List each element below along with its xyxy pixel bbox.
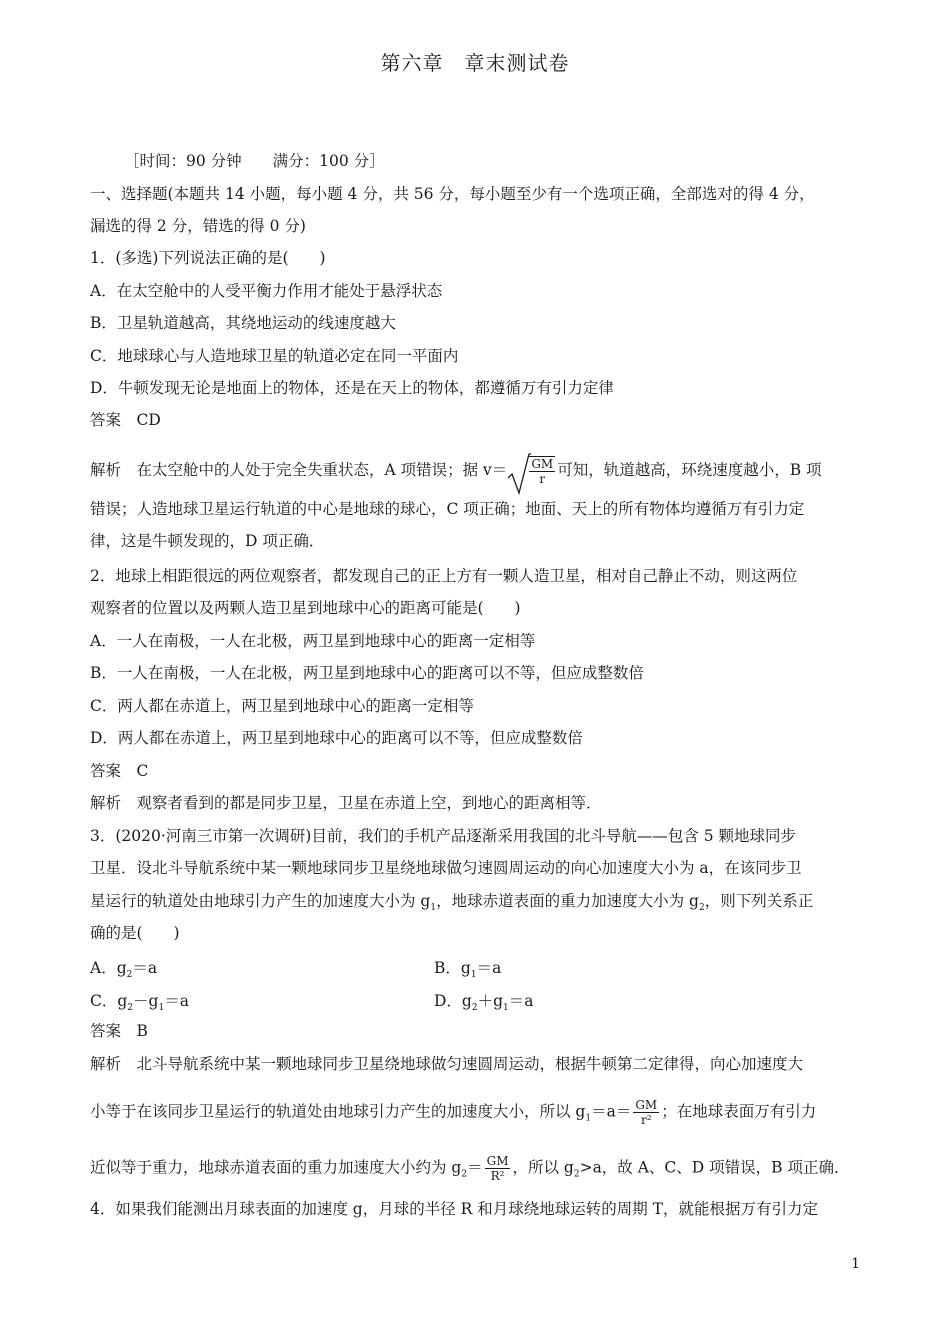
page-title: 第六章 章末测试卷 — [380, 51, 570, 75]
q3-option-d — [434, 991, 534, 1018]
subscript: 1 — [585, 1113, 592, 1124]
fraction-numerator: GM — [531, 457, 554, 471]
q2-stem-line1: 2．地球上相距很远的两位观察者，都发现自己的正上方有一颗人造卫星，相对自己静止不动，则这两位 — [90, 567, 798, 585]
q3-option-a — [90, 958, 157, 985]
q1-expl-post: 可知，轨道越高，环绕速度越小，B 项 — [557, 461, 822, 479]
q1-expl-pre: 解析 在太空舱中的人处于完全失重状态，A 项错误；据 v＝ — [90, 461, 508, 479]
q3-d-mid: ＋g — [477, 992, 504, 1010]
subscript: 1 — [430, 903, 437, 913]
q3-stem-line3 — [90, 891, 862, 918]
q3-expl3-pre: 近似等于重力，地球赤道表面的重力加速度大小约为 g — [90, 1158, 462, 1177]
q3-c-mid: －g — [133, 992, 159, 1010]
q2-stem-line2: 观察者的位置以及两颗人造卫星到地球中心的距离可能是( ) — [90, 599, 521, 617]
q3-stem-line2: 卫星．设北斗导航系统中某一颗地球同步卫星绕地球做匀速圆周运动的向心加速度大小为 a，在该同步卫 — [90, 859, 802, 877]
q3-stem3-part-b: ，地球赤道表面的重力加速度大小为 g — [436, 892, 699, 910]
q4-stem-line1: 4．如果我们能测出月球表面的加速度 g，月球的半径 R 和月球绕地球运转的周期 T，就能根据万有引力定 — [90, 1200, 819, 1218]
q1-option-c: C．地球球心与人造地球卫星的轨道必定在同一平面内 — [90, 347, 459, 365]
q3-expl3-mid: ＝ — [467, 1158, 483, 1177]
subscript: 2 — [698, 903, 705, 913]
q1-option-b: B．卫星轨道越高，其绕地运动的线速度越大 — [90, 314, 396, 332]
subscript: 1 — [470, 970, 477, 980]
subscript: 2 — [471, 1003, 478, 1013]
q2-option-a: A．一人在南极，一人在北极，两卫星到地球中心的距离一定相等 — [90, 632, 536, 650]
q3-answer: 答案 B — [90, 1022, 148, 1040]
subscript: 2 — [461, 1169, 468, 1180]
q3-d-post: ＝a — [508, 992, 534, 1010]
fraction-denominator: r² — [641, 1113, 652, 1127]
fraction-denominator: R² — [490, 1169, 505, 1183]
q1-stem: 1．(多选)下列说法正确的是( ) — [90, 249, 326, 267]
q3-option-b — [434, 958, 501, 985]
fraction-gm-over-r2 — [633, 1098, 659, 1127]
fraction-denominator: r — [539, 472, 546, 486]
q3-explanation-line3 — [90, 1154, 862, 1185]
q3-a-pre: A．g — [90, 959, 127, 977]
q3-c-pre: C．g — [90, 992, 128, 1010]
subscript: 2 — [126, 970, 133, 980]
fraction-numerator: GM — [486, 1154, 509, 1168]
q3-expl2-pre: 小等于在该同步卫星运行的轨道处由地球引力产生的加速度大小，所以 g — [90, 1102, 586, 1121]
q3-stem-line1: 3．(2020·河南三市第一次调研)目前，我们的手机产品逐渐采用我国的北斗导航——包含 5 颗地球同步 — [90, 827, 797, 845]
q2-option-d: D．两人都在赤道上，两卫星到地球中心的距离可以不等，但应成整数倍 — [90, 729, 583, 747]
fraction-gm-over-R2 — [485, 1154, 511, 1183]
subscript: 1 — [158, 1003, 165, 1013]
section-instructions-line2: 漏选的得 2 分，错选的得 0 分) — [90, 217, 306, 235]
q3-option-c — [90, 991, 189, 1018]
q3-expl2-post: ；在地球表面万有引力 — [661, 1102, 817, 1121]
q2-option-c: C．两人都在赤道上，两卫星到地球中心的距离一定相等 — [90, 697, 474, 715]
q2-answer: 答案 C — [90, 762, 149, 780]
q1-option-a: A．在太空舱中的人受平衡力作用才能处于悬浮状态 — [90, 282, 443, 300]
sqrt-formula — [507, 456, 557, 486]
q1-explanation-line1 — [90, 456, 862, 486]
q3-d-pre: D．g — [434, 992, 472, 1010]
q3-stem3-part-a: 星运行的轨道处由地球引力产生的加速度大小为 g — [90, 892, 431, 910]
q3-a-post: ＝a — [132, 959, 158, 977]
subscript: 1 — [503, 1003, 509, 1013]
q3-explanation-line1: 解析 北斗导航系统中某一颗地球同步卫星绕地球做匀速圆周运动，根据牛顿第二定律得，向心加速度大 — [90, 1055, 804, 1073]
subscript: 2 — [127, 1003, 134, 1013]
q1-answer: 答案 CD — [90, 411, 161, 429]
q1-explanation-line2: 错误；人造地球卫星运行轨道的中心是地球的球心，C 项正确；地面、天上的所有物体均遵循万有引力定 — [90, 500, 805, 518]
q3-expl3-post1: ，所以 g — [512, 1158, 574, 1177]
q3-c-post: ＝a — [164, 992, 189, 1010]
q3-expl3-post2: >a，故 A、C、D 项错误，B 项正确． — [579, 1158, 850, 1177]
fraction-gm-over-r — [529, 456, 555, 486]
q3-expl2-mid: ＝a＝ — [591, 1102, 632, 1121]
q2-option-b: B．一人在南极，一人在北极，两卫星到地球中心的距离可以不等，但应成整数倍 — [90, 664, 644, 682]
q3-b-pre: B．g — [434, 959, 471, 977]
q3-stem3-part-c: ，则下列关系正 — [704, 892, 814, 910]
q3-b-post: ＝a — [476, 959, 502, 977]
q1-explanation-line3: 律，这是牛顿发现的，D 项正确． — [90, 532, 325, 550]
fraction-numerator: GM — [635, 1098, 658, 1112]
q3-explanation-line2 — [90, 1098, 862, 1129]
q3-stem-line4: 确的是( ) — [90, 924, 180, 942]
page-number: 1 — [851, 1256, 860, 1272]
q2-explanation: 解析 观察者看到的都是同步卫星，卫星在赤道上空，到地心的距离相等． — [90, 794, 602, 812]
subscript: 2 — [573, 1169, 580, 1180]
section-instructions-line1: 一、选择题(本题共 14 小题，每小题 4 分，共 56 分，每小题至少有一个选项正确，全部选对的得 4 分， — [90, 185, 815, 203]
q1-option-d: D．牛顿发现无论是地面上的物体，还是在天上的物体，都遵循万有引力定律 — [90, 379, 614, 397]
time-score-info: ［时间：90 分钟 满分：100 分］ — [124, 152, 385, 170]
